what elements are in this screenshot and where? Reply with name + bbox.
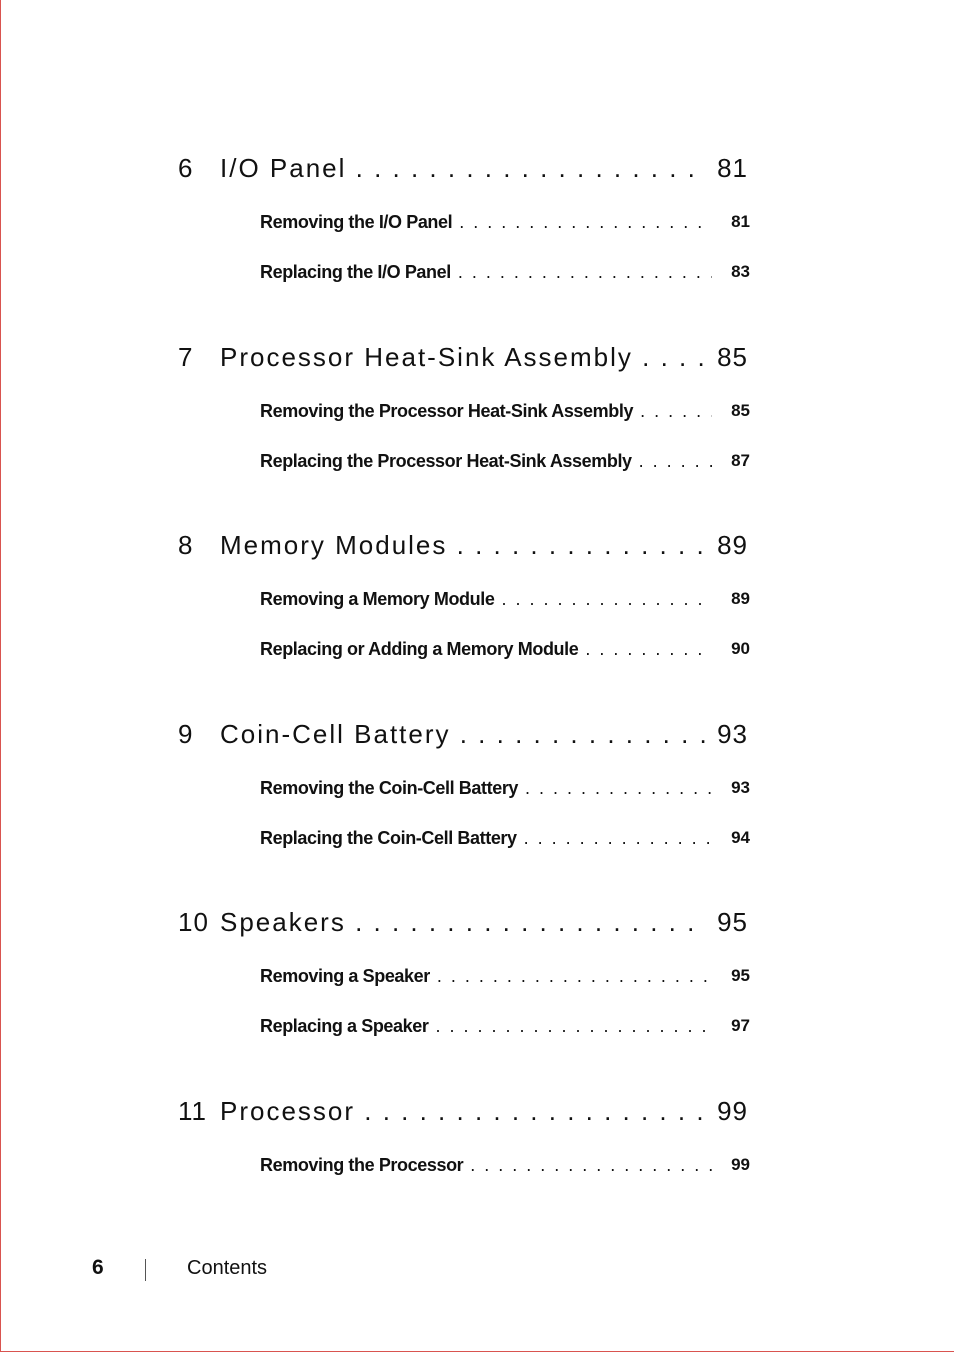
chapter-entry[interactable] [178, 529, 750, 561]
section-page: 90 [731, 639, 750, 658]
section-entry[interactable] [260, 637, 750, 661]
chapter-page: 95 [717, 907, 748, 937]
section-entry[interactable] [260, 449, 750, 473]
chapter-page: 85 [717, 342, 748, 372]
section-title: Removing a Memory Module . . . [260, 587, 712, 611]
section-title: Replacing the Coin-Cell Battery . . . [260, 826, 712, 850]
section-page: 81 [731, 212, 750, 231]
chapter-number: 8 [178, 530, 194, 560]
section-title: Removing the Processor . . . [260, 1153, 712, 1177]
chapter-title: Coin-Cell Battery . . . [220, 718, 708, 750]
section-entry[interactable] [260, 587, 750, 611]
section-page: 93 [731, 778, 750, 797]
chapter-number: 9 [178, 719, 194, 749]
toc-chapter [178, 341, 750, 471]
section-page: 97 [731, 1016, 750, 1035]
section-entry[interactable] [260, 826, 750, 850]
section-title: Removing a Speaker . . . [260, 964, 712, 988]
section-entry[interactable] [260, 210, 750, 234]
chapter-title: Processor Heat-Sink Assembly . . . [220, 341, 708, 373]
section-page: 94 [731, 828, 750, 847]
chapter-title: Speakers . . . [220, 906, 708, 938]
chapter-entry[interactable] [178, 152, 750, 184]
section-page: 85 [731, 401, 750, 420]
section-entry[interactable] [260, 1014, 750, 1038]
toc-chapter [178, 906, 750, 1036]
chapter-title: Processor . . . [220, 1095, 708, 1127]
section-entry[interactable] [260, 776, 750, 800]
chapter-title: I/O Panel . . . [220, 152, 708, 184]
section-title: Removing the I/O Panel . . . [260, 210, 712, 234]
section-page: 99 [731, 1155, 750, 1174]
section-page: 95 [731, 966, 750, 985]
footer-page-number: 6 [92, 1256, 104, 1279]
chapter-number: 11 [178, 1096, 207, 1126]
footer-section-label: Contents [187, 1257, 268, 1279]
toc-chapter [178, 529, 750, 659]
section-title: Replacing a Speaker . . . [260, 1014, 712, 1038]
chapter-page: 93 [717, 719, 748, 749]
section-entry[interactable] [260, 260, 750, 284]
chapter-entry[interactable] [178, 341, 750, 373]
toc-chapter [178, 718, 750, 848]
toc-chapter [178, 152, 750, 282]
page-edge-left [0, 0, 1, 1352]
section-title: Removing the Coin-Cell Battery . . . [260, 776, 712, 800]
section-entry[interactable] [260, 399, 750, 423]
section-page: 83 [731, 262, 750, 281]
chapter-number: 7 [178, 342, 194, 372]
chapter-title: Memory Modules . . . [220, 529, 708, 561]
section-title: Replacing the I/O Panel . . . [260, 260, 712, 284]
chapter-page: 81 [717, 153, 748, 183]
section-entry[interactable] [260, 964, 750, 988]
section-title: Replacing the Processor Heat-Sink Assembly . . . [260, 449, 712, 473]
chapter-page: 99 [717, 1096, 748, 1126]
chapter-entry[interactable] [178, 718, 750, 750]
chapter-entry[interactable] [178, 1095, 750, 1127]
toc-chapter [178, 1095, 750, 1175]
chapter-number: 6 [178, 153, 194, 183]
chapter-page: 89 [717, 530, 748, 560]
section-entry[interactable] [260, 1153, 750, 1177]
chapter-number: 10 [178, 907, 209, 937]
section-title: Removing the Processor Heat-Sink Assembly . . . [260, 399, 712, 423]
footer-divider [145, 1259, 146, 1281]
section-page: 87 [731, 451, 750, 470]
chapter-entry[interactable] [178, 906, 750, 938]
section-page: 89 [731, 589, 750, 608]
section-title: Replacing or Adding a Memory Module . . . [260, 637, 712, 661]
